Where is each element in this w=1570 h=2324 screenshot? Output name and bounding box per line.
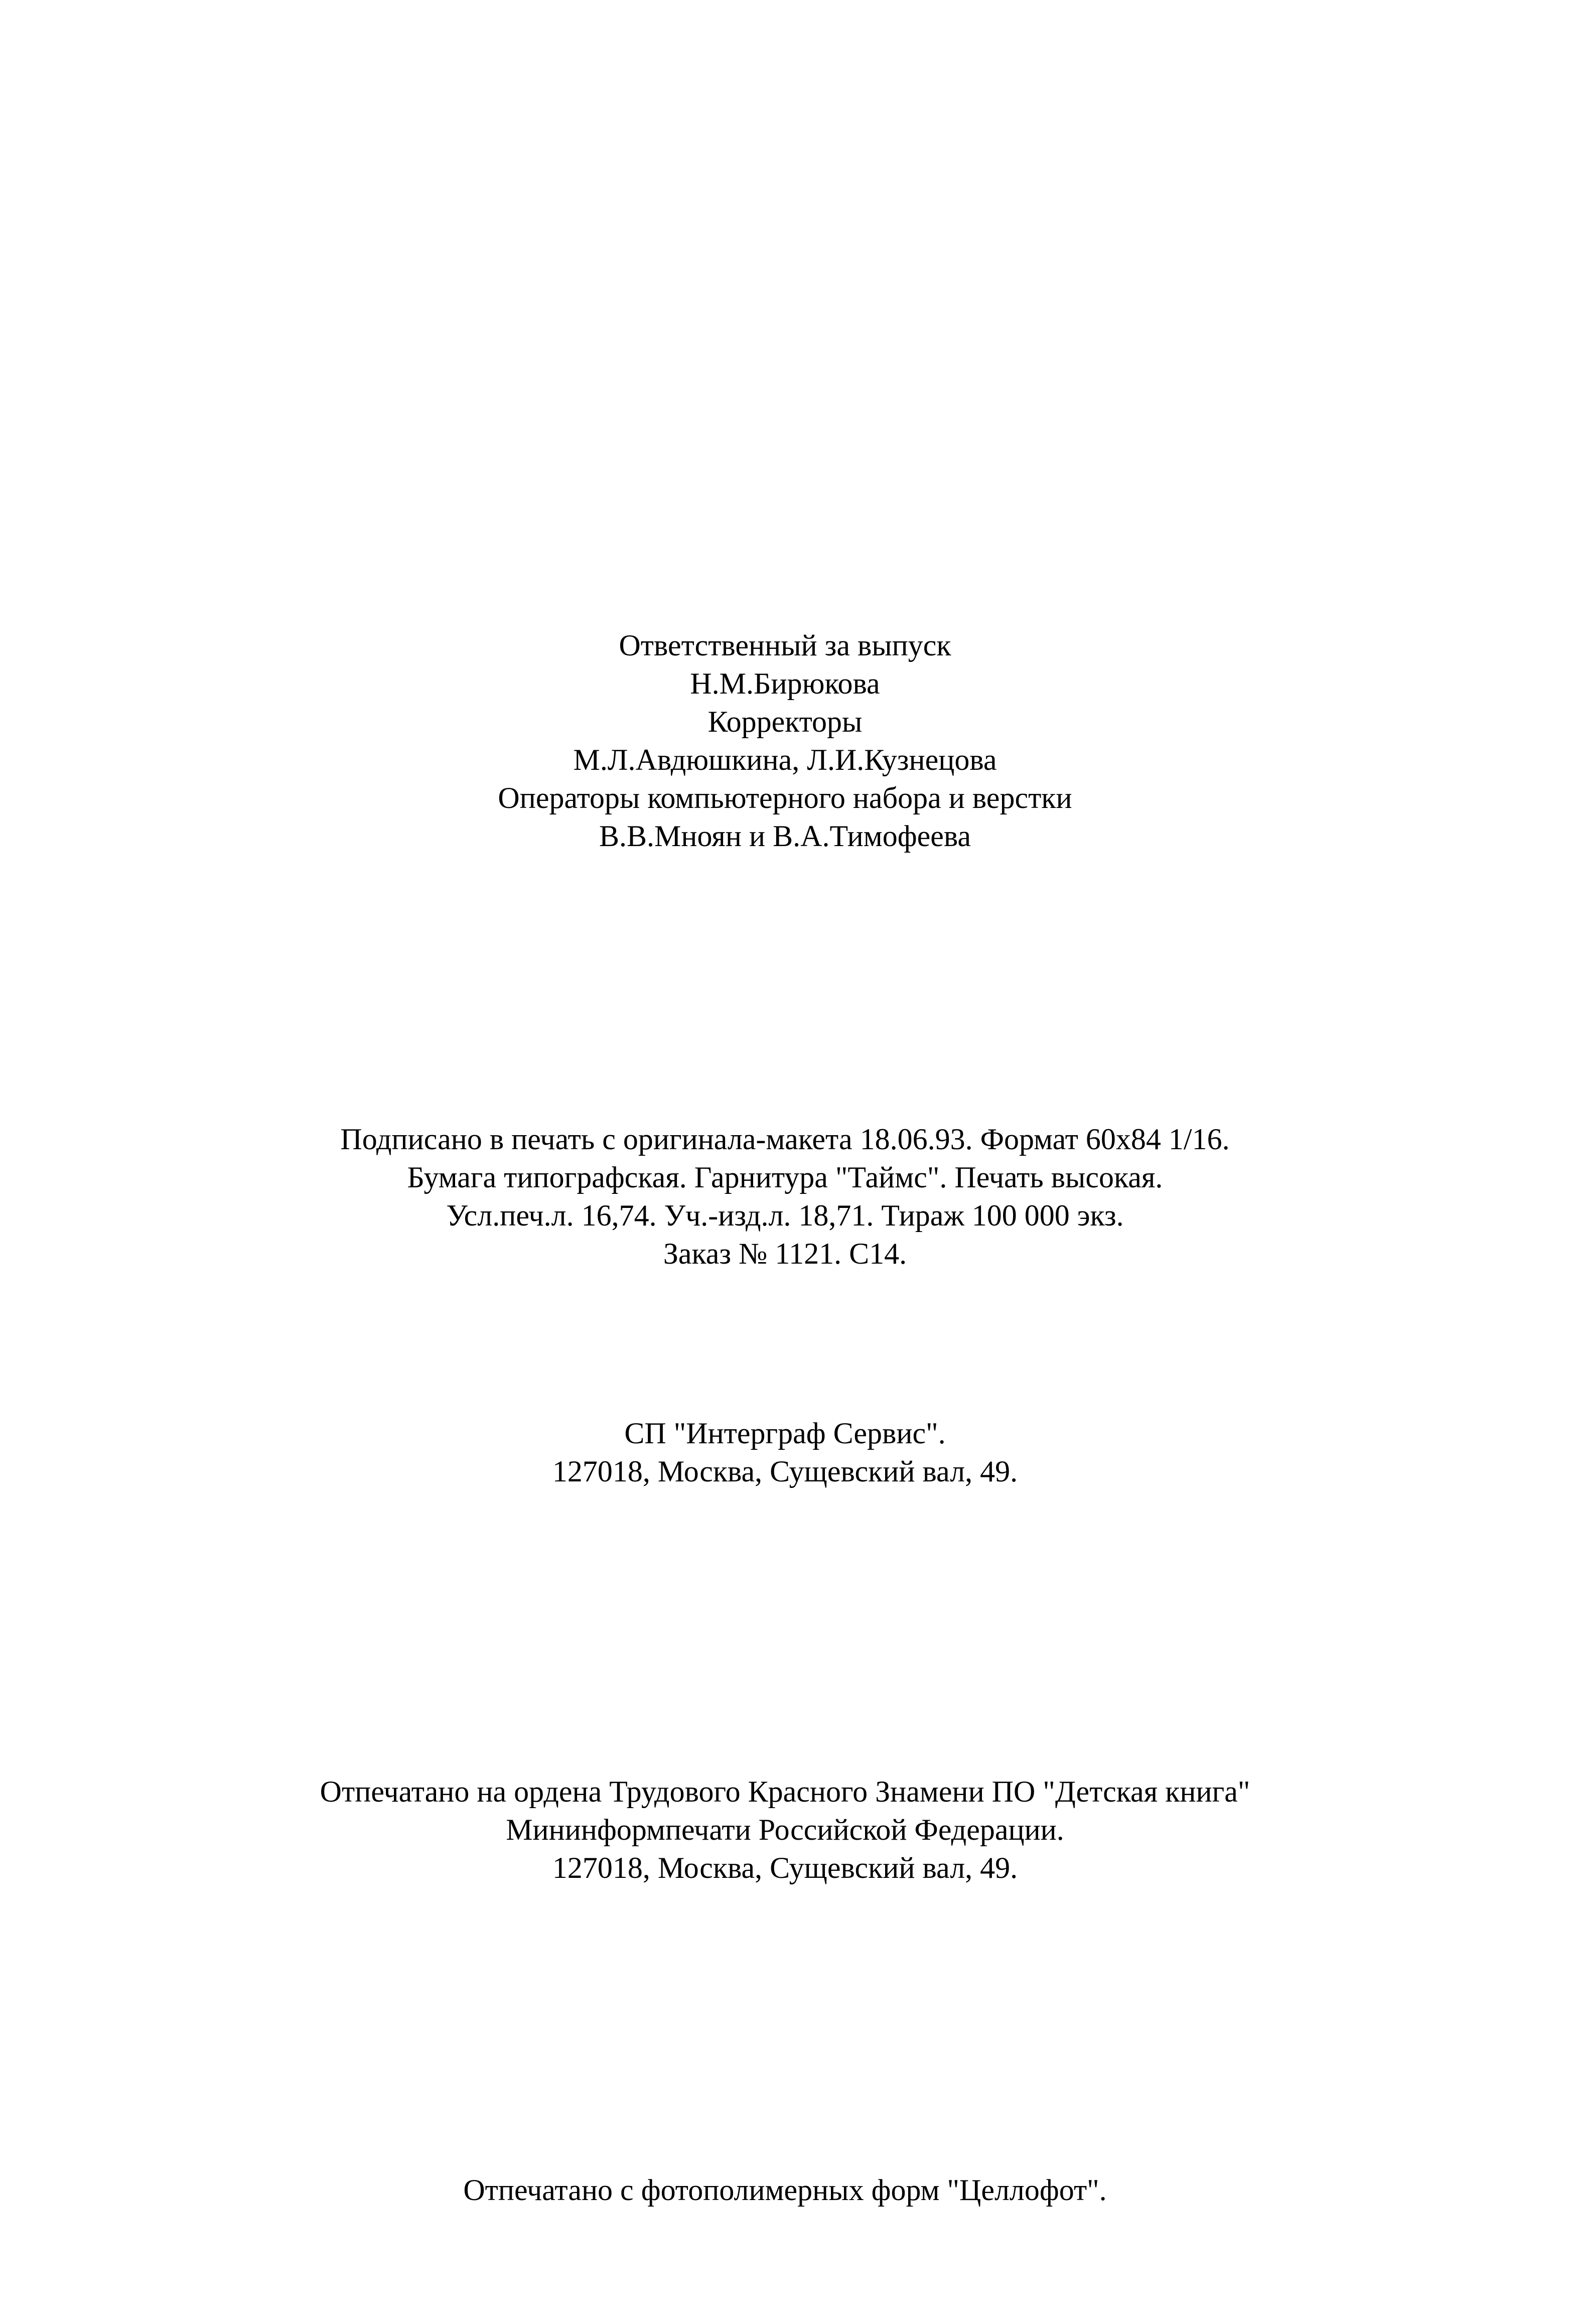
responsible-label: Ответственный за выпуск	[619, 629, 951, 662]
publisher-block	[0, 1414, 1570, 1490]
credits-block	[0, 626, 1570, 855]
printer-address: 127018, Москва, Сущевский вал, 49.	[552, 1851, 1018, 1884]
publisher-name: СП "Интерграф Сервис".	[624, 1417, 946, 1450]
responsible-name: Н.М.Бирюкова	[690, 667, 880, 700]
imprint-line-1: Подписано в печать с оригинала-макета 18.06.93. Формат 60x84 1/16.	[340, 1123, 1230, 1156]
printer-line-1: Отпечатано на ордена Трудового Красного Знамени ПО "Детская книга"	[320, 1775, 1250, 1808]
printer-block	[0, 1772, 1570, 1887]
plates-block	[0, 2171, 1570, 2209]
printer-line-2: Мининформпечати Российской Федерации.	[506, 1813, 1064, 1846]
proofreaders-label: Корректоры	[707, 705, 863, 738]
publisher-address: 127018, Москва, Сущевский вал, 49.	[552, 1455, 1018, 1488]
operators-label: Операторы компьютерного набора и верстки	[498, 781, 1072, 814]
proofreaders-names: М.Л.Авдюшкина, Л.И.Кузнецова	[573, 743, 997, 776]
imprint-block	[0, 1120, 1570, 1273]
imprint-line-2: Бумага типографская. Гарнитура "Таймс". Печать высокая.	[407, 1161, 1163, 1194]
imprint-line-4: Заказ № 1121. С14.	[663, 1237, 907, 1270]
plates-text: Отпечатано с фотополимерных форм "Целлофот".	[463, 2173, 1107, 2207]
imprint-line-3: Усл.печ.л. 16,74. Уч.-изд.л. 18,71. Тираж 100 000 экз.	[446, 1199, 1124, 1232]
operators-names: В.В.Мноян и В.А.Тимофеева	[599, 819, 971, 853]
